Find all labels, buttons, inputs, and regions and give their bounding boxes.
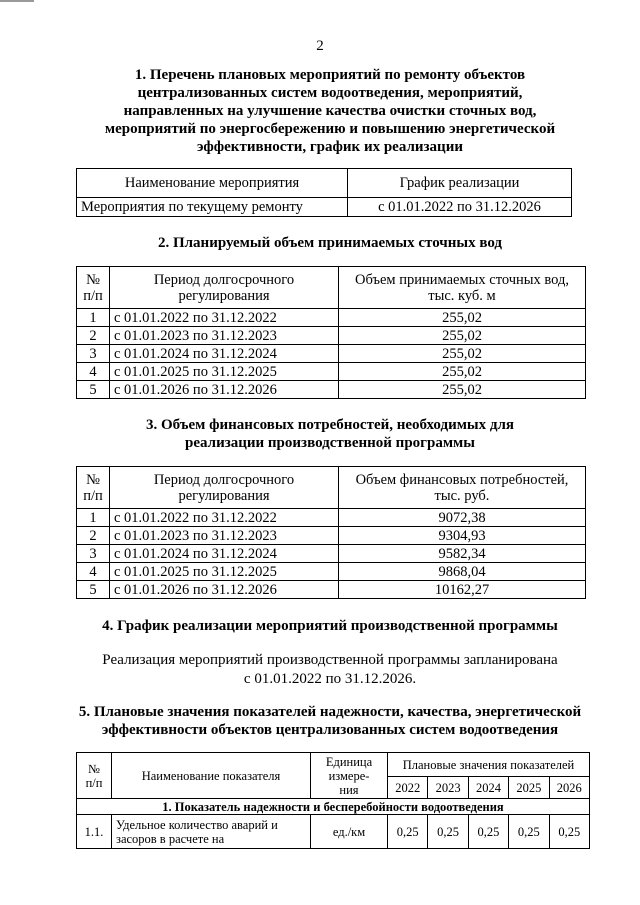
text-line: Реализация мероприятий производственной программы запланирована (102, 652, 558, 668)
section5-table (76, 752, 590, 849)
header-line: Объем принимаемых сточных вод, (355, 271, 569, 288)
header-cell (110, 267, 339, 309)
header-cell (110, 467, 339, 509)
table-cell: 255,02 (339, 381, 586, 399)
year-cell: 2022 (388, 777, 428, 799)
heading-line: реализации производственной программы (185, 435, 475, 451)
heading-line: мероприятий по энергосбережению и повышению энергетической (104, 121, 556, 137)
table-row (77, 363, 586, 381)
section1-table (76, 168, 572, 217)
table-cell: с 01.01.2022 по 31.12.2022 (110, 309, 339, 327)
table-header-row (77, 169, 572, 198)
table-row (77, 545, 586, 563)
text-line: с 01.01.2022 по 31.12.2026. (243, 671, 417, 687)
heading-line: направленных на улучшение качества очистки сточных вод, (123, 103, 537, 119)
table-cell: 9304,93 (339, 527, 586, 545)
table-cell: 4 (77, 363, 110, 381)
cell-line: засоров в расчете на (116, 831, 225, 846)
header-line: № (86, 271, 100, 288)
heading-line: централизованных систем водоотведения, мероприятий, (137, 85, 523, 101)
table-cell: 5 (77, 381, 110, 399)
table-row (77, 381, 586, 399)
table-cell: с 01.01.2025 по 31.12.2025 (110, 563, 339, 581)
table-cell: 9582,34 (339, 545, 586, 563)
header-line: Единица (325, 754, 373, 769)
table-cell: с 01.01.2025 по 31.12.2025 (110, 363, 339, 381)
table-row (77, 563, 586, 581)
header-line: п/п (83, 287, 103, 304)
table-header-row (77, 467, 586, 509)
table-cell: 3 (77, 345, 110, 363)
table-cell: с 01.01.2026 по 31.12.2026 (110, 381, 339, 399)
section5-heading (40, 703, 620, 739)
table-cell: 10162,27 (339, 581, 586, 599)
table-cell: с 01.01.2024 по 31.12.2024 (110, 345, 339, 363)
table-row (77, 327, 586, 345)
header-line: Период долгосрочного (153, 271, 295, 288)
table-cell: 2 (77, 527, 110, 545)
table-cell: 255,02 (339, 327, 586, 345)
heading-line: эффективности, график их реализации (197, 139, 463, 155)
section3-table (76, 466, 586, 599)
table-cell: Мероприятия по текущему ремонту (77, 198, 348, 217)
header-line: № (86, 471, 100, 488)
header-cell (339, 267, 586, 309)
table-cell: 255,02 (339, 363, 586, 381)
header-line: п/п (83, 487, 103, 504)
year-cell: 2025 (509, 777, 549, 799)
table-header-row (77, 267, 586, 309)
table-cell: 0,25 (468, 815, 508, 849)
table-cell: с 01.01.2022 по 31.12.2026 (348, 198, 572, 217)
header-line: тыс. куб. м (428, 287, 496, 304)
header-line: Объем финансовых потребностей, (355, 471, 569, 488)
heading-line: 3. Объем финансовых потребностей, необходимых для (145, 417, 515, 433)
table-cell: с 01.01.2022 по 31.12.2022 (110, 509, 339, 527)
heading-line: эффективности объектов централизованных систем водоотведения (101, 722, 559, 738)
corner-mark (0, 0, 34, 2)
year-cell: 2024 (468, 777, 508, 799)
header-cell (339, 467, 586, 509)
table-cell: 2 (77, 327, 110, 345)
table-cell (112, 815, 311, 849)
table-header-row (77, 753, 590, 777)
table-row (77, 309, 586, 327)
table-cell: 0,25 (509, 815, 549, 849)
header-cell (77, 467, 110, 509)
heading-line: 5. Плановые значения показателей надежности, качества, энергетической (78, 704, 582, 720)
header-line: № (88, 761, 100, 776)
table-cell: с 01.01.2023 по 31.12.2023 (110, 327, 339, 345)
header-cell (77, 753, 112, 799)
section3-heading (60, 416, 600, 452)
header-line: тыс. руб. (434, 487, 490, 504)
cell-line: Удельное количество аварий и (116, 817, 278, 832)
table-cell: с 01.01.2026 по 31.12.2026 (110, 581, 339, 599)
header-cell: График реализации (348, 169, 572, 198)
year-cell: 2023 (428, 777, 468, 799)
table-cell: 1 (77, 509, 110, 527)
header-cell: Наименование мероприятия (77, 169, 348, 198)
table-row (77, 198, 572, 217)
table-row (77, 815, 590, 849)
table-row (77, 581, 586, 599)
table-cell: ед./км (311, 815, 388, 849)
section1-heading (60, 66, 600, 156)
header-cell (311, 753, 388, 799)
table-cell: 9868,04 (339, 563, 586, 581)
group-row-title: 1. Показатель надежности и бесперебойности водоотведения (77, 799, 590, 815)
header-line: п/п (85, 775, 103, 790)
table-cell: 5 (77, 581, 110, 599)
header-line: ния (339, 782, 359, 797)
table-row (77, 509, 586, 527)
section4-text (60, 651, 600, 689)
section2-table (76, 266, 586, 399)
group-row (77, 799, 590, 815)
table-cell: 1.1. (77, 815, 112, 849)
header-line: регулирования (178, 287, 270, 304)
table-cell: с 01.01.2023 по 31.12.2023 (110, 527, 339, 545)
table-cell: 3 (77, 545, 110, 563)
year-cell: 2026 (549, 777, 590, 799)
section2-heading: 2. Планируемый объем принимаемых сточных вод (157, 235, 503, 251)
table-row (77, 527, 586, 545)
header-cell (77, 267, 110, 309)
table-cell: с 01.01.2024 по 31.12.2024 (110, 545, 339, 563)
table-cell: 9072,38 (339, 509, 586, 527)
table-cell: 255,02 (339, 309, 586, 327)
header-line: Период долгосрочного (153, 471, 295, 488)
table-row (77, 345, 586, 363)
page-number: 2 (316, 38, 324, 54)
table-cell: 255,02 (339, 345, 586, 363)
header-cell: Плановые значения показателей (388, 753, 590, 777)
header-cell: Наименование показателя (112, 753, 311, 799)
table-cell: 0,25 (388, 815, 428, 849)
section4-heading: 4. График реализации мероприятий производственной программы (102, 618, 558, 634)
table-cell: 4 (77, 563, 110, 581)
table-cell: 0,25 (428, 815, 468, 849)
table-cell: 0,25 (549, 815, 590, 849)
table-cell: 1 (77, 309, 110, 327)
header-line: измере- (328, 768, 370, 783)
heading-line: 1. Перечень плановых мероприятий по ремонту объектов (134, 67, 526, 83)
header-line: регулирования (178, 487, 270, 504)
